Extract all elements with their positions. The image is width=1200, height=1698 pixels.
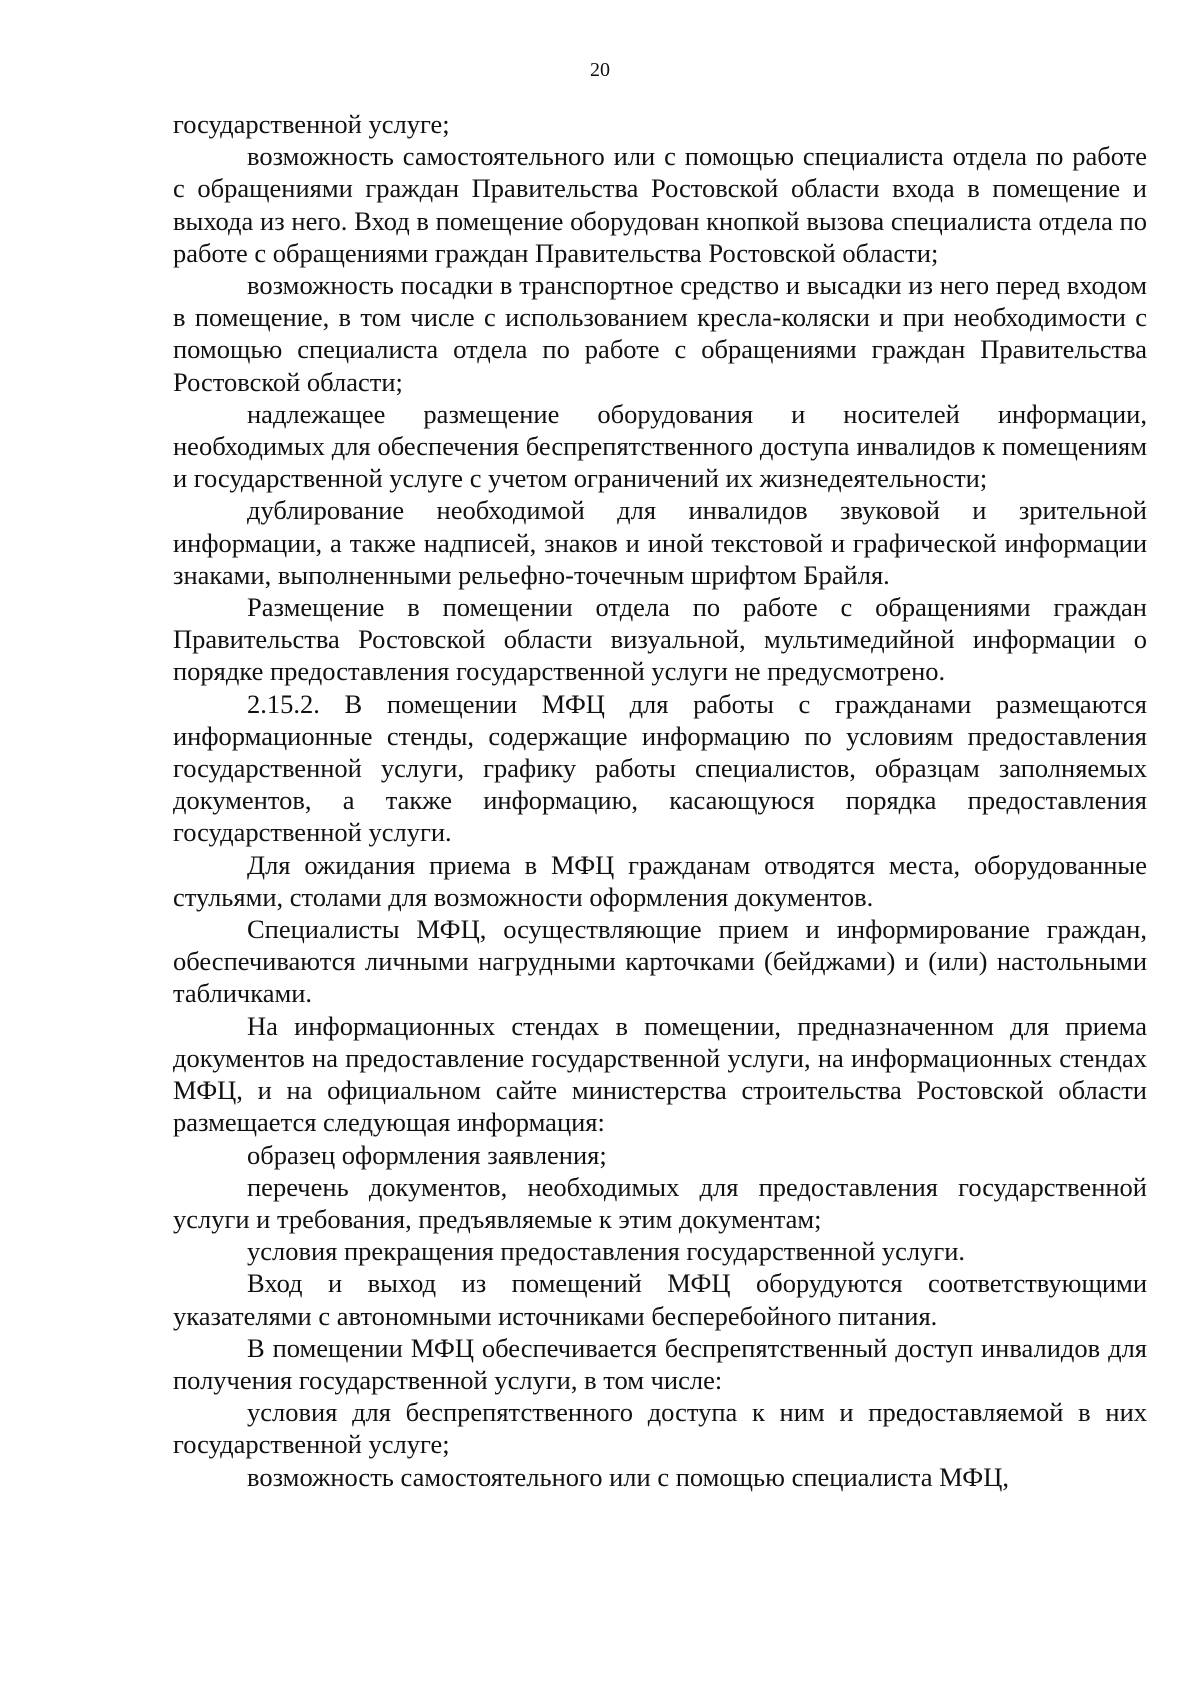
paragraph: дублирование необходимой для инвалидов звуковой и зрительной информации, а также надписей, знаков и иной текстовой и графической информации знаками, выполненными рельефно-точечным шрифтом Брайля. — [173, 495, 1147, 590]
paragraph: В помещении МФЦ обеспечивается беспрепятственный доступ инвалидов для получения государственной услуги, в том числе: — [173, 1332, 1147, 1395]
paragraph: условия для беспрепятственного доступа к ним и предоставляемой в них государственной услуге; — [173, 1397, 1147, 1460]
document-body — [173, 108, 1147, 1493]
paragraph: государственной услуге; — [173, 109, 450, 139]
paragraph: возможность посадки в транспортное средство и высадки из него перед входом в помещение, в том числе с использованием кресла-коляски и при необходимости с помощью специалиста отдела по работе с обращениями граждан Правительства Ростовской области; — [173, 270, 1147, 397]
paragraph: Специалисты МФЦ, осуществляющие прием и информирование граждан, обеспечиваются личными нагрудными карточками (бейджами) и (или) настольными табличками. — [173, 914, 1147, 1009]
paragraph: условия прекращения предоставления государственной услуги. — [247, 1236, 966, 1267]
paragraph: Вход и выход из помещений МФЦ оборудуются соответствующими указателями с автономными источниками бесперебойного питания. — [173, 1268, 1147, 1331]
paragraph: возможность самостоятельного или с помощью специалиста отдела по работе с обращениями граждан Правительства Ростовской области входа в помещение и выхода из него. Вход в помещение оборудован кнопкой вызова специалиста отдела по работе с обращениями граждан Правительства Ростовской области; — [173, 141, 1147, 268]
paragraph: надлежащее размещение оборудования и носителей информации, необходимых для обеспечения беспрепятственного доступа инвалидов к помещениям и государственной услуге с учетом ограничений их жизнедеятельности; — [173, 398, 1147, 494]
paragraph: возможность самостоятельного или с помощью специалиста МФЦ, — [247, 1461, 1010, 1492]
paragraph: перечень документов, необходимых для предоставления государственной услуги и требования, предъявляемые к этим документам; — [173, 1171, 1147, 1234]
paragraph: Размещение в помещении отдела по работе с обращениями граждан Правительства Ростовской области визуальной, мультимедийной информации о порядке предоставления государственной услуги не предусмотрено. — [173, 592, 1147, 687]
paragraph: 2.15.2. В помещении МФЦ для работы с гражданами размещаются информационные стенды, содержащие информацию по условиям предоставления государственной услуги, графику работы специалистов, образцам заполняемых документов, а также информацию, касающуюся порядка предоставления государственной услуги. — [173, 688, 1147, 848]
paragraph: На информационных стендах в помещении, предназначенном для приема документов на предоставление государственной услуги, на информационных стендах МФЦ, и на официальном сайте министерства строительства Ростовской области размещается следующая информация: — [173, 1010, 1147, 1138]
paragraph: Для ожидания приема в МФЦ гражданам отводятся места, оборудованные стульями, столами для возможности оформления документов. — [173, 849, 1147, 912]
paragraph: образец оформления заявления; — [247, 1139, 607, 1170]
page-number: 20 — [590, 59, 610, 81]
